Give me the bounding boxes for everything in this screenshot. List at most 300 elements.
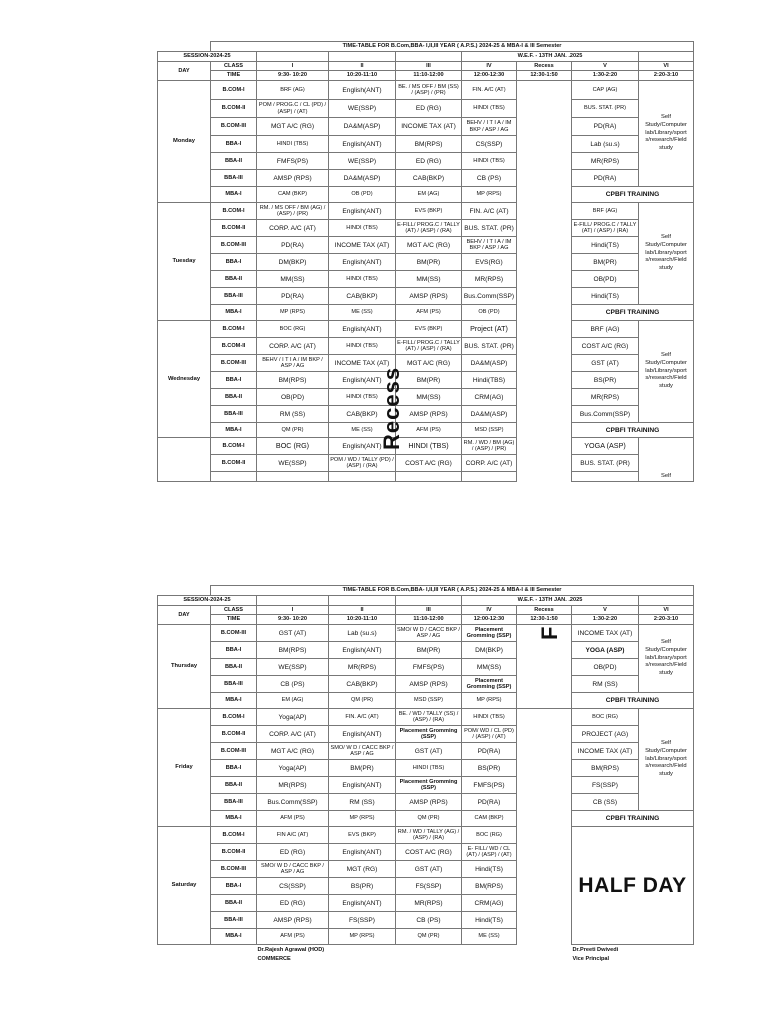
- slot-cell: English(ANT): [329, 372, 396, 389]
- class-label: MBA-I: [211, 305, 257, 321]
- slot-cell: HINDI (TBS): [329, 220, 396, 237]
- slot-cell: MGT A/C (RG): [396, 355, 462, 372]
- session-label: SESSION-2024-25: [158, 596, 257, 606]
- slot-cell: INCOME TAX (AT): [572, 625, 639, 642]
- slot-cell: BE. / MS OFF / BM (SS) / (ASP) / (PR): [396, 81, 462, 100]
- slot-cell: Yoga(AP): [257, 709, 329, 726]
- slot-cell: OB(PD): [572, 659, 639, 676]
- slot-cell: BM(PR): [572, 254, 639, 271]
- table-row: [158, 642, 694, 659]
- vp-signature: Dr.Preeti Dwivedi: [572, 946, 619, 953]
- table-row: [158, 676, 694, 693]
- slot-cell: INCOME TAX (AT): [396, 118, 462, 136]
- period-header: Recess: [517, 606, 572, 615]
- slot-cell: WE(SSP): [257, 659, 329, 676]
- cpbfi-training: CPBFI TRAINING: [572, 423, 694, 438]
- slot-cell: BS(PR): [572, 372, 639, 389]
- slot-cell: BM(RPS): [257, 372, 329, 389]
- slot-cell: FMFS(PS): [257, 153, 329, 170]
- day-header: DAY: [158, 62, 211, 81]
- slot-cell: FS(SSP): [396, 878, 462, 895]
- time-slot: 12:30-1:50: [517, 71, 572, 81]
- slot-cell: CB (PS): [257, 676, 329, 693]
- slot-cell: Hindi(TBS): [462, 372, 517, 389]
- slot-cell: MGT (RG): [329, 861, 396, 878]
- class-label: B.COM-III: [211, 743, 257, 760]
- class-label: B.COM-II: [211, 338, 257, 355]
- slot-cell: HINDI (TBS): [462, 153, 517, 170]
- time-slot: 1:30-2:20: [572, 615, 639, 625]
- slot-cell: AMSP (RPS): [257, 170, 329, 187]
- slot-cell: BRF (AG): [572, 203, 639, 220]
- slot-cell: ME (SS): [329, 423, 396, 438]
- slot-cell: CAB(BKP): [396, 170, 462, 187]
- table-row: [158, 203, 694, 220]
- slot-cell: AFM (PS): [396, 423, 462, 438]
- period-header: VI: [639, 606, 694, 615]
- slot-cell: EVS (BKP): [396, 321, 462, 338]
- slot-cell: GST (AT): [396, 861, 462, 878]
- slot-cell: HINDI (TBS): [462, 100, 517, 118]
- slot-cell: CS(SSP): [257, 878, 329, 895]
- class-label: BBA-III: [211, 406, 257, 423]
- slot-cell: MM(SS): [396, 271, 462, 288]
- slot-cell: GST (AT): [572, 355, 639, 372]
- slot-cell: MR(RPS): [572, 153, 639, 170]
- slot-cell: WE(SSP): [257, 455, 329, 472]
- slot-cell: CAM (BKP): [257, 187, 329, 203]
- table-row: [158, 811, 694, 827]
- slot-cell: MR(RPS): [329, 659, 396, 676]
- period-header: IV: [462, 606, 517, 615]
- slot-cell: EVS (BKP): [396, 203, 462, 220]
- slot-cell: DA&M(ASP): [329, 170, 396, 187]
- class-label: MBA-I: [211, 423, 257, 438]
- cpbfi-training: CPBFI TRAINING: [572, 811, 694, 827]
- slot-cell: BUS. STAT. (PR): [462, 338, 517, 355]
- class-label: B.COM-III: [211, 355, 257, 372]
- slot-cell: HINDI (TBS): [329, 389, 396, 406]
- slot-cell: English(ANT): [329, 895, 396, 912]
- class-label: B.COM-I: [211, 709, 257, 726]
- class-label: BBA-III: [211, 794, 257, 811]
- slot-cell: CRM(AG): [462, 895, 517, 912]
- slot-cell: E-FILL/ PROG.C / TALLY (AT) / (ASP) / (RA): [396, 220, 462, 237]
- slot-cell: BM(RPS): [462, 878, 517, 895]
- class-label: B.COM-II: [211, 220, 257, 237]
- wef-label: W.E.F. - 13TH JAN. .2025: [462, 596, 639, 606]
- slot-cell: Lab (su.s): [329, 625, 396, 642]
- class-label: BBA-III: [211, 676, 257, 693]
- class-label: MBA-I: [211, 693, 257, 709]
- class-label: B.COM-I: [211, 203, 257, 220]
- slot-cell: PD(RA): [572, 118, 639, 136]
- slot-cell: BUS. STAT. (PR): [462, 220, 517, 237]
- slot-cell: BM(RPS): [257, 642, 329, 659]
- day-label: Tuesday: [158, 203, 211, 321]
- recess-vertical-label: Recess: [379, 366, 404, 450]
- slot-cell: AMSP (RPS): [396, 288, 462, 305]
- slot-cell: FS(SSP): [329, 912, 396, 929]
- slot-cell: Placement Gromming (SSP): [396, 726, 462, 743]
- class-label: MBA-I: [211, 187, 257, 203]
- self-study-block: Self: [639, 438, 694, 482]
- time-slot: 2:20-3:10: [639, 71, 694, 81]
- slot-cell: MSD (SSP): [462, 423, 517, 438]
- slot-cell: English(ANT): [329, 438, 396, 455]
- slot-cell: FIN. A/C (AT): [329, 709, 396, 726]
- period-header: II: [329, 606, 396, 615]
- class-label: B.COM-III: [211, 237, 257, 254]
- slot-cell: Hindi(TS): [462, 912, 517, 929]
- class-label: BBA-I: [211, 136, 257, 153]
- slot-cell: BOC (RG): [572, 709, 639, 726]
- class-label: B.COM-III: [211, 625, 257, 642]
- time-slot: 12:00-12:30: [462, 71, 517, 81]
- vp-title: Vice Principal: [572, 956, 610, 963]
- slot-cell: RM. / WD / BM (AG) / (ASP) / (PR): [462, 438, 517, 455]
- slot-cell: BM(PR): [396, 372, 462, 389]
- slot-cell: POM/ WD / CL (PD) / (ASP) / (AT): [462, 726, 517, 743]
- day-label: Wednesday: [158, 321, 211, 438]
- slot-cell: OB(PD): [572, 271, 639, 288]
- slot-cell: CS(SSP): [462, 136, 517, 153]
- table-row: [158, 271, 694, 288]
- slot-cell: BOC (RG): [257, 438, 329, 455]
- hod-department: COMMERCE: [257, 956, 291, 963]
- slot-cell: PD(RA): [257, 237, 329, 254]
- self-study-block: Self Study/Computer lab/Library/sport s/research/Field study: [639, 81, 694, 187]
- slot-cell: ED (RG): [396, 100, 462, 118]
- slot-cell: Bus.Comm(SSP): [572, 406, 639, 423]
- slot-cell: HINDI (TBS): [257, 136, 329, 153]
- slot-cell: FIN. A/C (AT): [462, 81, 517, 100]
- slot-cell: CB (SS): [572, 794, 639, 811]
- self-study-block: Self Study/Computer lab/Library/sport s/research/Field study: [639, 203, 694, 305]
- timetable-title: TIME-TABLE FOR B.Com,BBA- I,II,III YEAR ( A.P.S.) 2024-25 & MBA-I & III Semester: [211, 42, 694, 52]
- slot-cell: CAM (BKP): [462, 811, 517, 827]
- slot-cell: Lab (su.s): [572, 136, 639, 153]
- slot-cell: PD(RA): [257, 288, 329, 305]
- table-row: [158, 220, 694, 237]
- slot-cell: English(ANT): [329, 642, 396, 659]
- slot-cell: OB (PD): [462, 305, 517, 321]
- class-header: CLASS: [211, 606, 257, 615]
- slot-cell: QM (PR): [396, 811, 462, 827]
- slot-cell: MR(RPS): [396, 895, 462, 912]
- class-label: MBA-I: [211, 929, 257, 945]
- slot-cell: BEHV / I T I A / IM BKP / ASP / AG: [462, 118, 517, 136]
- slot-cell: BM(RPS): [572, 760, 639, 777]
- slot-cell: AMSP (RPS): [396, 406, 462, 423]
- slot-cell: English(ANT): [329, 254, 396, 271]
- time-slot: 11:10-12:00: [396, 615, 462, 625]
- slot-cell: SMO/ W D / CACC BKP / ASP / AG: [396, 625, 462, 642]
- class-label: B.COM-I: [211, 81, 257, 100]
- slot-cell: Hindi(TS): [462, 861, 517, 878]
- time-slot: 9:30- 10:20: [257, 615, 329, 625]
- slot-cell: MP (RPS): [329, 811, 396, 827]
- table-row: [158, 288, 694, 305]
- period-header: I: [257, 606, 329, 615]
- table-row: [158, 100, 694, 118]
- day-label: [158, 438, 211, 482]
- table-row: [158, 305, 694, 321]
- slot-cell: OB(PD): [257, 389, 329, 406]
- slot-cell: AMSP (RPS): [257, 912, 329, 929]
- slot-cell: INCOME TAX (AT): [329, 237, 396, 254]
- class-label: B.COM-II: [211, 726, 257, 743]
- slot-cell: MP (RPS): [257, 305, 329, 321]
- period-header: V: [572, 62, 639, 71]
- slot-cell: BE. / WD / TALLY (SS) / (ASP) / (RA): [396, 709, 462, 726]
- slot-cell: English(ANT): [329, 203, 396, 220]
- slot-cell: PROJECT (AG): [572, 726, 639, 743]
- slot-cell: QM (PR): [329, 693, 396, 709]
- slot-cell: DM(BKP): [462, 642, 517, 659]
- class-label: BBA-II: [211, 895, 257, 912]
- class-label: BBA-II: [211, 389, 257, 406]
- slot-cell: BM(RPS): [396, 136, 462, 153]
- day-label: Monday: [158, 81, 211, 203]
- slot-cell: English(ANT): [329, 777, 396, 794]
- table-row: [158, 438, 694, 455]
- slot-cell: FMFS(PS): [462, 777, 517, 794]
- slot-cell: HINDI (TBS): [329, 271, 396, 288]
- slot-cell: WE(SSP): [329, 153, 396, 170]
- period-header: III: [396, 62, 462, 71]
- period-header: I: [257, 62, 329, 71]
- slot-cell: YOGA (ASP): [572, 642, 639, 659]
- slot-cell: DA&M(ASP): [462, 406, 517, 423]
- table-row: [158, 726, 694, 743]
- slot-cell: AFM (PS): [396, 305, 462, 321]
- slot-cell: MP (RPS): [462, 693, 517, 709]
- class-label: B.COM-I: [211, 438, 257, 455]
- timetable-page-1: [157, 41, 693, 480]
- cpbfi-training: CPBFI TRAINING: [572, 693, 694, 709]
- slot-cell: Yoga(AP): [257, 760, 329, 777]
- slot-cell: BM(PR): [396, 254, 462, 271]
- slot-cell: MR(RPS): [572, 389, 639, 406]
- slot-cell: PD(RA): [462, 794, 517, 811]
- slot-cell: DM(BKP): [257, 254, 329, 271]
- table-row: [158, 777, 694, 794]
- period-header: V: [572, 606, 639, 615]
- self-study-block: Self Study/Computer lab/Library/sport s/research/Field study: [639, 709, 694, 811]
- slot-cell: BOC (RG): [257, 321, 329, 338]
- recess-vertical-label-fragment: F: [537, 625, 562, 640]
- table-row: [158, 794, 694, 811]
- slot-cell: COST A/C (RG): [396, 844, 462, 861]
- slot-cell: Placement Gromming (SSP): [462, 625, 517, 642]
- table-row: [158, 237, 694, 254]
- table-row: [158, 743, 694, 760]
- slot-cell: E-FILL/ PROG.C / TALLY (AT) / (ASP) / (RA): [396, 338, 462, 355]
- slot-cell: E- FILL/ WD / CL (AT) / (ASP) / (AT): [462, 844, 517, 861]
- table-row: [158, 372, 694, 389]
- timetable-table: [157, 585, 694, 965]
- self-study-block: Self Study/Computer lab/Library/sport s/research/Field study: [639, 625, 694, 693]
- slot-cell: QM (PR): [396, 929, 462, 945]
- time-slot: 10:20-11:10: [329, 615, 396, 625]
- slot-cell: HINDI (TBS): [329, 338, 396, 355]
- cpbfi-training: CPBFI TRAINING: [572, 187, 694, 203]
- class-label: B.COM-I: [211, 321, 257, 338]
- class-label: BBA-III: [211, 912, 257, 929]
- slot-cell: BRF (AG): [572, 321, 639, 338]
- slot-cell: SMO/ W D / CACC BKP / ASP / AG: [257, 861, 329, 878]
- slot-cell: English(ANT): [329, 321, 396, 338]
- wef-label: W.E.F. - 13TH JAN. .2025: [462, 52, 639, 62]
- slot-cell: English(ANT): [329, 136, 396, 153]
- slot-cell: RM (SS): [257, 406, 329, 423]
- table-row: [158, 625, 694, 642]
- time-header: TIME: [211, 71, 257, 81]
- slot-cell: MGT A/C (RG): [257, 743, 329, 760]
- slot-cell: BS(PR): [329, 878, 396, 895]
- table-row: [158, 321, 694, 338]
- class-label: B.COM-III: [211, 861, 257, 878]
- slot-cell: EVS (BKP): [329, 827, 396, 844]
- slot-cell: ED (RG): [257, 844, 329, 861]
- session-label: SESSION-2024-25: [158, 52, 257, 62]
- slot-cell: MP (RPS): [329, 929, 396, 945]
- slot-cell: MGT A/C (RG): [257, 118, 329, 136]
- slot-cell: CAB(BKP): [329, 406, 396, 423]
- slot-cell: ME (SS): [462, 929, 517, 945]
- slot-cell: Placement Gromming (SSP): [396, 777, 462, 794]
- table-row: [158, 827, 694, 844]
- class-header: CLASS: [211, 62, 257, 71]
- slot-cell: DA&M(ASP): [462, 355, 517, 372]
- period-header: II: [329, 62, 396, 71]
- slot-cell: FIN. A/C (AT): [462, 203, 517, 220]
- slot-cell: HINDI (TBS): [396, 760, 462, 777]
- class-label: BBA-I: [211, 878, 257, 895]
- slot-cell: QM (PR): [257, 423, 329, 438]
- slot-cell: BM(PR): [329, 760, 396, 777]
- class-label: BBA-III: [211, 288, 257, 305]
- slot-cell: RM (SS): [572, 676, 639, 693]
- slot-cell: BS(PR): [462, 760, 517, 777]
- slot-cell: GST (AT): [257, 625, 329, 642]
- slot-cell: PD(RA): [462, 743, 517, 760]
- slot-cell: HINDI (TBS): [462, 709, 517, 726]
- table-row: [158, 118, 694, 136]
- slot-cell: ME (SS): [329, 305, 396, 321]
- class-label: B.COM-III: [211, 118, 257, 136]
- timetable-title: TIME-TABLE FOR B.Com,BBA- I,II,III YEAR ( A.P.S.) 2024-25 & MBA-I & III Semester: [211, 586, 694, 596]
- slot-cell: English(ANT): [329, 844, 396, 861]
- slot-cell: BRF (AG): [257, 81, 329, 100]
- period-header: IV: [462, 62, 517, 71]
- table-row: [158, 338, 694, 355]
- slot-cell: INCOME TAX (AT): [329, 355, 396, 372]
- slot-cell: MM(SS): [462, 659, 517, 676]
- recess-column: [517, 81, 572, 482]
- time-slot: 12:30-1:50: [517, 615, 572, 625]
- slot-cell: WE(SSP): [329, 100, 396, 118]
- slot-cell: CORP. A/C (AT): [257, 220, 329, 237]
- slot-cell: COST A/C (RG): [572, 338, 639, 355]
- table-row: [158, 136, 694, 153]
- table-row: [158, 254, 694, 271]
- table-row: [158, 81, 694, 100]
- slot-cell: CB (PS): [396, 912, 462, 929]
- slot-cell: Placement Gromming (SSP): [462, 676, 517, 693]
- slot-cell: RM (SS): [329, 794, 396, 811]
- period-header: VI: [639, 62, 694, 71]
- slot-cell: GST (AT): [396, 743, 462, 760]
- slot-cell: BOC (RG): [462, 827, 517, 844]
- slot-cell: AFM (PS): [257, 929, 329, 945]
- class-label: BBA-I: [211, 254, 257, 271]
- slot-cell: English(ANT): [329, 726, 396, 743]
- slot-cell: BEHV / I T I A / IM BKP / ASP / AG: [462, 237, 517, 254]
- class-label: B.COM-II: [211, 100, 257, 118]
- slot-cell: EVS(RG): [462, 254, 517, 271]
- timetable-page-2: [157, 585, 693, 965]
- slot-cell: PD(RA): [572, 170, 639, 187]
- slot-cell: Bus.Comm(SSP): [257, 794, 329, 811]
- class-label: BBA-II: [211, 271, 257, 288]
- period-header: Recess: [517, 62, 572, 71]
- class-label: MBA-I: [211, 811, 257, 827]
- time-slot: 9:30- 10:20: [257, 71, 329, 81]
- slot-cell: CB (PS): [462, 170, 517, 187]
- half-day-label: HALF DAY: [572, 827, 694, 945]
- time-slot: 12:00-12:30: [462, 615, 517, 625]
- table-row: [158, 153, 694, 170]
- class-label: B.COM-II: [211, 844, 257, 861]
- table-row: [158, 659, 694, 676]
- slot-cell: COST A/C (RG): [396, 455, 462, 472]
- slot-cell: FMFS(PS): [396, 659, 462, 676]
- slot-cell: CAB(BKP): [329, 676, 396, 693]
- table-row: [158, 455, 694, 472]
- timetable-table: [157, 41, 694, 482]
- class-label: BBA-I: [211, 372, 257, 389]
- slot-cell: CRM(AG): [462, 389, 517, 406]
- slot-cell: POM / WD / TALLY (PD) / (ASP) / (RA): [329, 455, 396, 472]
- class-label: B.COM-II: [211, 455, 257, 472]
- slot-cell: Bus.Comm(SSP): [462, 288, 517, 305]
- slot-cell: ED (RG): [257, 895, 329, 912]
- time-header: TIME: [211, 615, 257, 625]
- slot-cell: RM. / WD / TALLY (AG) / (ASP) / (RA): [396, 827, 462, 844]
- slot-cell: Hindi(TS): [572, 237, 639, 254]
- class-label: BBA-I: [211, 642, 257, 659]
- recess-column: [517, 709, 572, 945]
- slot-cell: BM(PR): [396, 642, 462, 659]
- slot-cell: BUS. STAT. (PR): [572, 100, 639, 118]
- class-label: B.COM-I: [211, 827, 257, 844]
- slot-cell: EM (AG): [396, 187, 462, 203]
- slot-cell: AMSP (RPS): [396, 676, 462, 693]
- table-row: [158, 423, 694, 438]
- slot-cell: MM(SS): [257, 271, 329, 288]
- slot-cell: MM(SS): [396, 389, 462, 406]
- slot-cell: YOGA (ASP): [572, 438, 639, 455]
- time-slot: 2:20-3:10: [639, 615, 694, 625]
- hod-signature: Dr.Rajesh Agrawal (HOD): [257, 946, 325, 953]
- slot-cell: E-FILL/ PROG.C / TALLY (AT) / (ASP) / (RA): [572, 220, 639, 237]
- slot-cell: EM (AG): [257, 693, 329, 709]
- slot-cell: English(ANT): [329, 81, 396, 100]
- slot-cell: CAB(BKP): [329, 288, 396, 305]
- slot-cell: DA&M(ASP): [329, 118, 396, 136]
